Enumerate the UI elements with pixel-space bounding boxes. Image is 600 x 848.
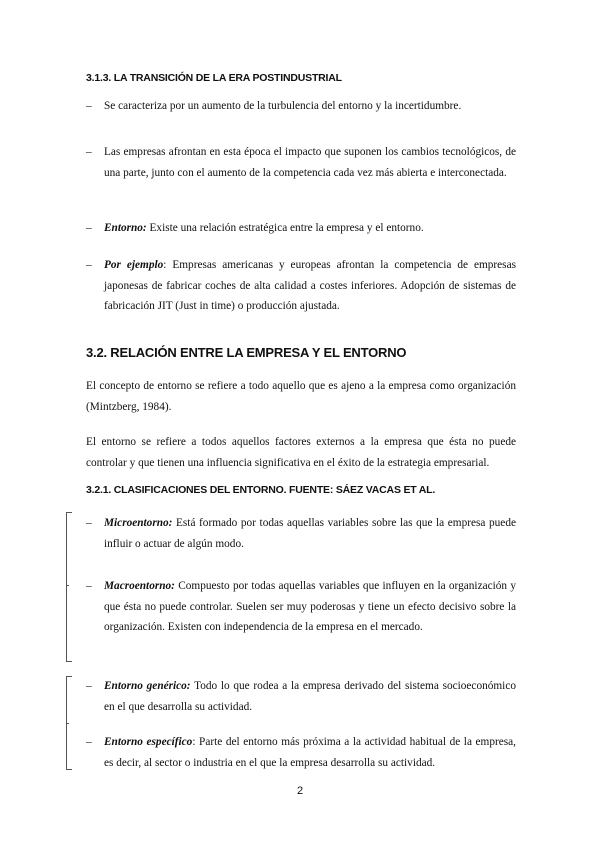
bullet-dash: – [86, 517, 92, 529]
list-item-text: Las empresas afrontan en esta época el impacto que suponen los cambios tecnológicos, de una parte, junto con el aumento de la competencia cada vez más abierta e interconectada. [104, 146, 516, 179]
bullet-dash: – [86, 680, 92, 692]
section-heading-3-2-1: 3.2.1. CLASIFICACIONES DEL ENTORNO. FUENTE: SÁEZ VACAS ET AL. [86, 484, 436, 496]
list-item-text: Microentorno: Está formado por todas aquellas variables sobre las que la empresa puede influir o actuar de algún modo. [104, 517, 516, 550]
list-item [86, 142, 516, 183]
list-item [86, 513, 516, 554]
bullet-dash: – [86, 222, 92, 234]
paragraph: El entorno se refiere a todos aquellos factores externos a la empresa que ésta no puede controlar y que tienen una influencia significativa en el éxito de la estrategia empresarial. [86, 436, 516, 469]
list-item-text: Entorno: Existe una relación estratégica entre la empresa y el entorno. [104, 222, 424, 234]
list-item-text: Entorno genérico: Todo lo que rodea a la empresa derivado del sistema socioeconómico en el que desarrolla su actividad. [104, 680, 516, 713]
list-item-text: Se caracteriza por un aumento de la turbulencia del entorno y la incertidumbre. [104, 100, 462, 112]
bullet-dash: – [86, 259, 92, 271]
bullet-dash: – [86, 736, 92, 748]
bracket-tick [66, 585, 69, 586]
list-item [86, 576, 516, 638]
grouping-bracket [66, 676, 72, 770]
section-heading-3-1-3: 3.1.3. LA TRANSICIÓN DE LA ERA POSTINDUSTRIAL [86, 72, 342, 84]
list-item-text: Entorno específico: Parte del entorno más próxima a la actividad habitual de la empresa, es decir, al sector o industria en el que la empresa desarrolla su actividad. [104, 736, 517, 769]
list-item [86, 218, 516, 239]
list-item-text: Por ejemplo: Empresas americanas y europeas afrontan la competencia de empresas japonesas de fabricar coches de alta calidad a costes inferiores. Adopción de sistemas de fabricación JIT (Just in time) o producción ajustada. [104, 259, 516, 312]
list-item [86, 676, 516, 717]
page-number: 2 [296, 785, 304, 797]
bracket-tick [66, 723, 69, 724]
list-item-text: Macroentorno: Compuesto por todas aquellas variables que influyen en la organización y que ésta no puede controlar. Suelen ser muy poderosas y tiene un efecto decisivo sobre la organización. Existen con independencia de la empresa en el mercado. [104, 580, 516, 633]
grouping-bracket [66, 512, 72, 662]
bullet-dash: – [86, 100, 92, 112]
section-heading-3-2: 3.2. RELACIÓN ENTRE LA EMPRESA Y EL ENTORNO [86, 345, 407, 360]
paragraph: El concepto de entorno se refiere a todo aquello que es ajeno a la empresa como organización (Mintzberg, 1984). [86, 380, 516, 413]
bullet-dash: – [86, 146, 92, 158]
list-item [86, 732, 516, 773]
list-item [86, 96, 516, 117]
list-item [86, 255, 516, 317]
bullet-dash: – [86, 580, 92, 592]
